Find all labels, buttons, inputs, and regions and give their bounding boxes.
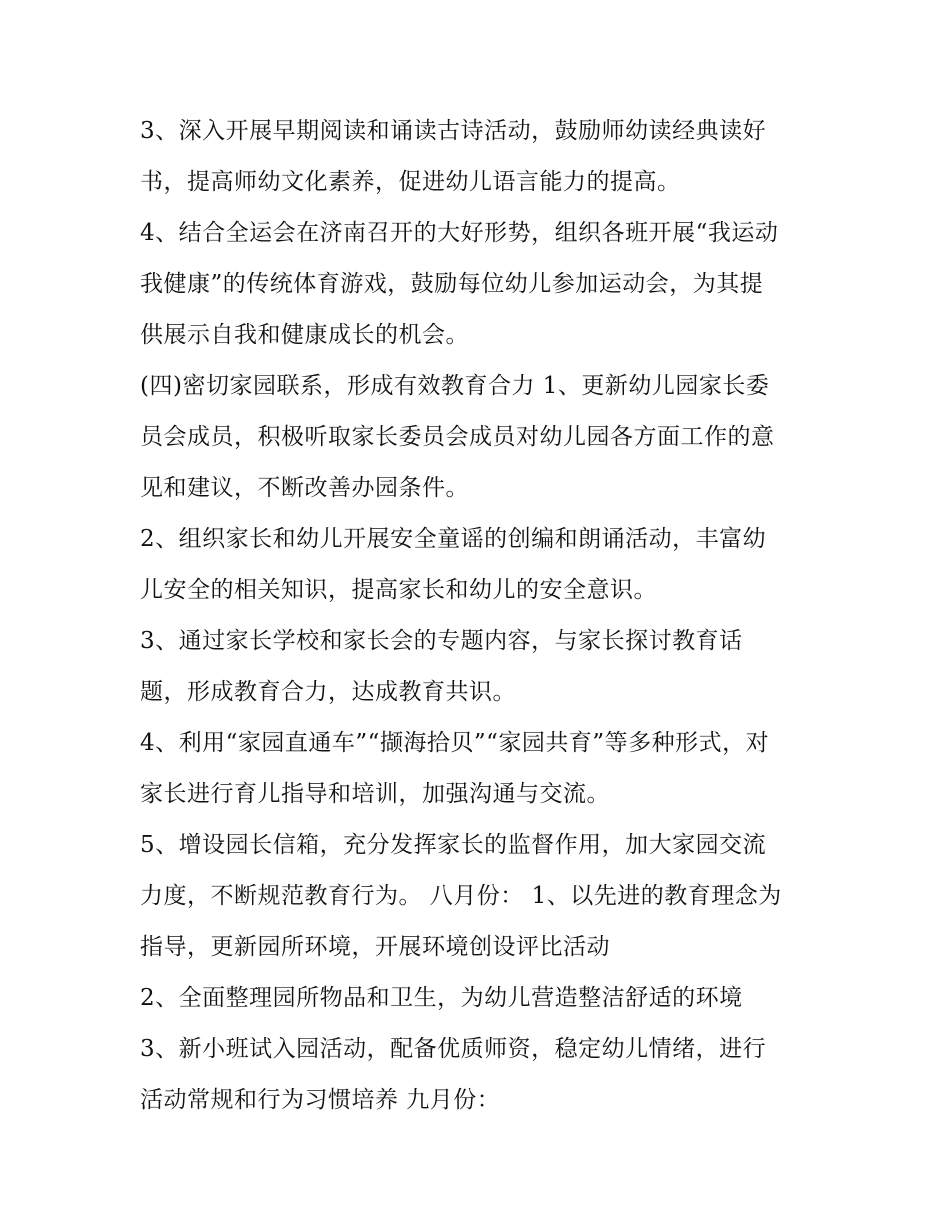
text-line: 见和建议，不断改善办园条件。 [140,475,469,501]
document-body [140,106,820,1126]
text-line: 3、深入开展早期阅读和诵读古诗活动，鼓励师幼读经典读好 [140,118,767,144]
text-line: 供展示自我和健康成长的机会。 [140,322,469,348]
text-line: 员会成员，积极听取家长委员会成员对幼儿园各方面工作的意 [140,424,775,450]
text-line: 力度，不断规范教育行为。 八月份： 1、以先进的教育理念为 [140,883,782,909]
text-line: 家长进行育儿指导和培训，加强沟通与交流。 [140,781,610,807]
text-line: (四)密切家园联系，形成有效教育合力 1、更新幼儿园家长委 [140,373,770,399]
text-line: 我健康”的传统体育游戏，鼓励每位幼儿参加运动会，为其提 [140,271,764,297]
text-line: 活动常规和行为习惯培养 九月份： [140,1087,501,1113]
text-line: 5、增设园长信箱，充分发挥家长的监督作用，加大家园交流 [140,832,767,858]
text-line: 儿安全的相关知识，提高家长和幼儿的安全意识。 [140,577,657,603]
text-line: 指导，更新园所环境，开展环境创设评比活动 [140,934,610,960]
text-line: 4、结合全运会在济南召开的大好形势，组织各班开展“我运动 [140,220,779,246]
text-line: 4、利用“家园直通车”“撷海拾贝”“家园共育”等多种形式，对 [140,730,770,756]
text-line: 3、通过家长学校和家长会的专题内容，与家长探讨教育话 [140,628,743,654]
text-line: 2、全面整理园所物品和卫生，为幼儿营造整洁舒适的环境 [140,985,743,1011]
text-line: 题，形成教育合力，达成教育共识。 [140,679,516,705]
text-line: 书，提高师幼文化素养，促进幼儿语言能力的提高。 [140,169,681,195]
text-line: 3、新小班试入园活动，配备优质师资，稳定幼儿情绪，进行 [140,1036,767,1062]
text-line: 2、组织家长和幼儿开展安全童谣的创编和朗诵活动，丰富幼 [140,526,767,552]
